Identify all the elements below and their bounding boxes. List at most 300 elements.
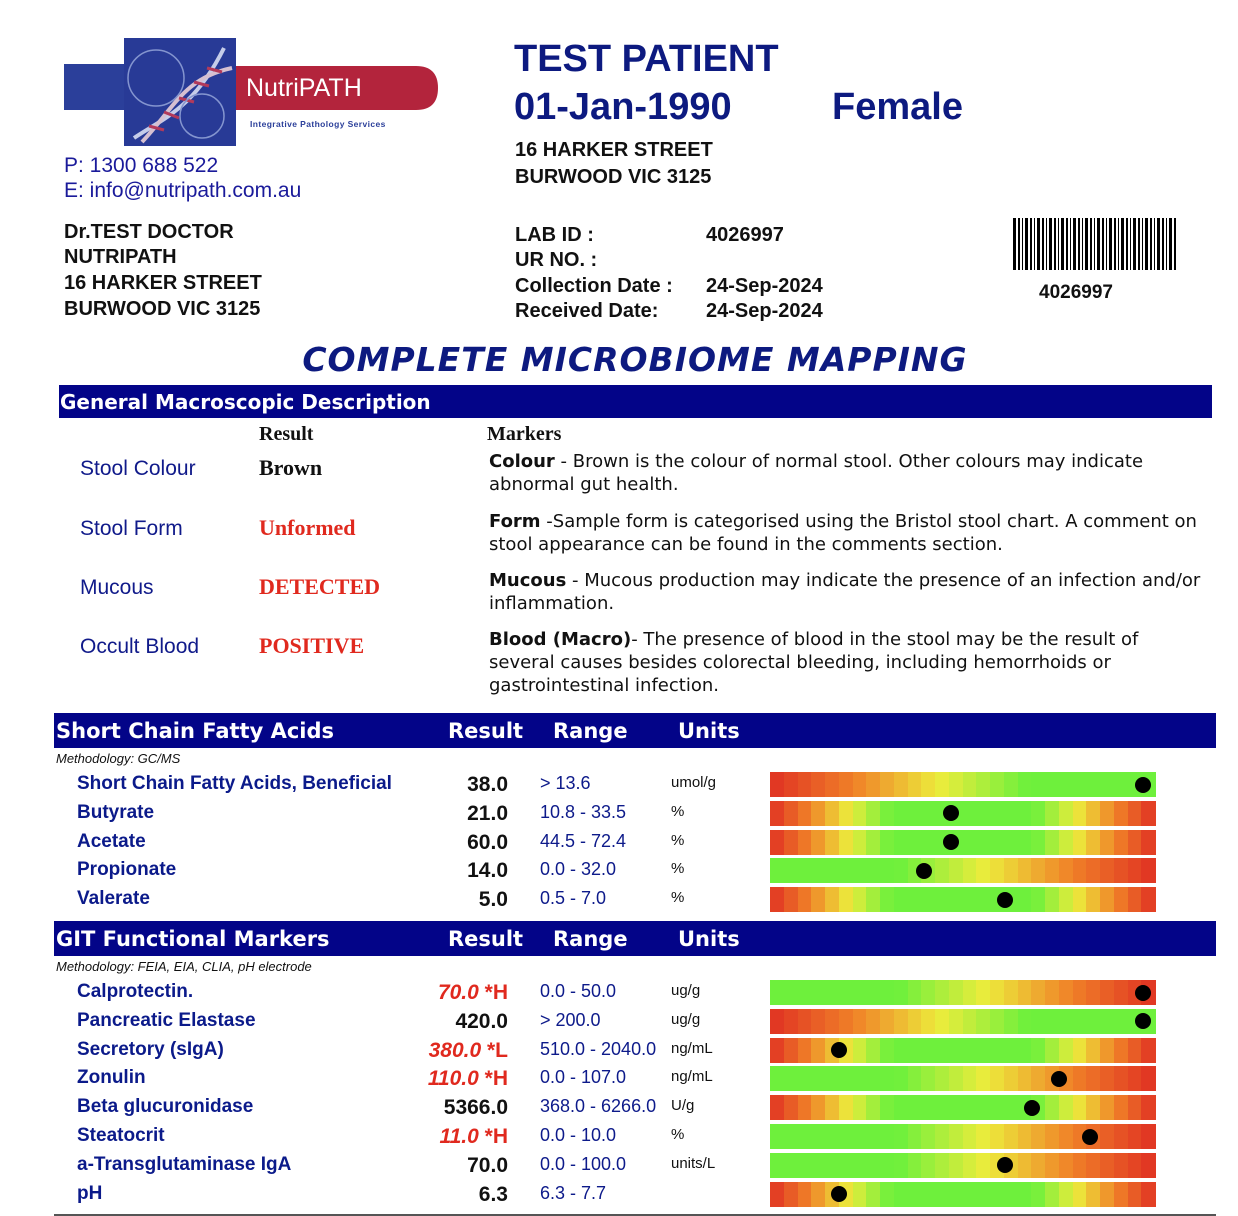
scale-segment: [853, 801, 867, 826]
logo-wordmark: NutriPATH: [246, 74, 362, 102]
result-scale-bar: [770, 1009, 1155, 1034]
git-row-range: 0.0 - 50.0: [540, 981, 617, 1001]
scale-segment: [1004, 1066, 1018, 1091]
git-row-result: [388, 1067, 508, 1091]
git-row-units: %: [671, 1126, 685, 1143]
result-scale-bar: [770, 801, 1155, 826]
scale-segment: [1114, 1153, 1128, 1178]
scale-segment: [935, 1009, 949, 1034]
scale-segment: [990, 772, 1004, 797]
scale-segment: [1086, 858, 1100, 883]
scale-segment: [990, 1038, 1004, 1063]
scale-segment: [908, 1182, 922, 1207]
scfa-row-name: Acetate: [77, 830, 146, 852]
scfa-row-result: [388, 888, 508, 912]
scale-segment: [784, 1038, 798, 1063]
scale-segment: [894, 1038, 908, 1063]
scale-segment: [976, 887, 990, 912]
scale-segment: [949, 887, 963, 912]
scale-segment: [1100, 772, 1114, 797]
scale-segment: [1073, 887, 1087, 912]
scale-segment: [880, 1182, 894, 1207]
scale-segment: [908, 1009, 922, 1034]
git-row-name: pH: [77, 1182, 103, 1204]
result-marker-dot: [997, 892, 1013, 908]
scale-segment: [825, 801, 839, 826]
git-row-result: [388, 1010, 508, 1034]
scale-segment: [894, 1095, 908, 1120]
scale-segment: [1018, 887, 1032, 912]
scale-segment: [811, 830, 825, 855]
scale-segment: [990, 830, 1004, 855]
scale-segment: [1086, 887, 1100, 912]
scfa-row-name: Propionate: [77, 859, 177, 881]
scale-segment: [1004, 1095, 1018, 1120]
result-value: 21.0: [467, 801, 508, 825]
result-value: 70.0: [467, 1153, 508, 1177]
scale-segment: [880, 887, 894, 912]
git-row-units: U/g: [671, 1097, 695, 1115]
scale-segment: [1004, 830, 1018, 855]
scale-segment: [1128, 887, 1142, 912]
scale-segment: [798, 1124, 812, 1149]
scale-segment: [1045, 1009, 1059, 1034]
scfa-result-heading: Result: [448, 718, 524, 743]
scale-segment: [839, 887, 853, 912]
scale-segment: [894, 1124, 908, 1149]
scale-segment: [798, 1066, 812, 1091]
result-value: 14.0: [467, 859, 508, 883]
scale-segment: [949, 1124, 963, 1149]
scale-segment: [1128, 1124, 1142, 1149]
scale-segment: [1128, 1153, 1142, 1178]
scale-segment: [894, 830, 908, 855]
scale-segment: [811, 858, 825, 883]
scale-segment: [1031, 830, 1045, 855]
scale-segment: [1128, 1095, 1142, 1120]
scale-segment: [853, 772, 867, 797]
scale-segment: [908, 801, 922, 826]
scfa-row-name: Valerate: [77, 888, 150, 910]
patient-dob: 01-Jan-1990: [514, 86, 732, 128]
result-scale-bar: [770, 1124, 1155, 1149]
scale-segment: [963, 1009, 977, 1034]
scale-segment: [1141, 1095, 1155, 1120]
scale-segment: [880, 1153, 894, 1178]
scale-segment: [1073, 1182, 1087, 1207]
scale-segment: [921, 1124, 935, 1149]
scale-segment: [963, 1124, 977, 1149]
scfa-row-result: [388, 859, 508, 883]
scale-segment: [1100, 1182, 1114, 1207]
scale-segment: [770, 1066, 784, 1091]
scale-segment: [798, 858, 812, 883]
scale-segment: [1100, 801, 1114, 826]
scale-segment: [894, 1182, 908, 1207]
scale-segment: [921, 980, 935, 1005]
scale-segment: [825, 1095, 839, 1120]
git-row-name: Zonulin: [77, 1067, 146, 1089]
result-value: 110.0: [427, 1067, 479, 1091]
scale-segment: [880, 1095, 894, 1120]
scale-segment: [853, 887, 867, 912]
general-row-result: Brown: [259, 455, 323, 480]
scale-segment: [949, 772, 963, 797]
scale-segment: [811, 980, 825, 1005]
scale-segment: [1018, 1009, 1032, 1034]
scale-segment: [825, 1124, 839, 1149]
scale-segment: [976, 1124, 990, 1149]
scfa-row-units: %: [671, 889, 685, 907]
scale-segment: [1114, 1095, 1128, 1120]
scfa-row-result: [388, 831, 508, 855]
git-row-units: ug/g: [671, 1010, 701, 1028]
scale-segment: [1059, 830, 1073, 855]
scale-segment: [963, 772, 977, 797]
scale-segment: [935, 980, 949, 1005]
scale-segment: [935, 1124, 949, 1149]
result-value: 11.0: [439, 1125, 479, 1148]
scale-segment: [811, 1182, 825, 1207]
scale-segment: [1073, 772, 1087, 797]
result-marker-dot: [997, 1157, 1013, 1173]
scale-segment: [921, 1038, 935, 1063]
git-units-heading: Units: [678, 926, 740, 951]
result-value: 380.0: [428, 1038, 482, 1062]
git-row-units: ng/mL: [671, 1039, 713, 1057]
scale-segment: [921, 1095, 935, 1120]
general-row-label: Stool Colour: [80, 457, 196, 480]
scale-segment: [963, 830, 977, 855]
scale-segment: [880, 801, 894, 826]
scale-segment: [990, 858, 1004, 883]
scale-segment: [963, 1153, 977, 1178]
scale-segment: [811, 1038, 825, 1063]
scale-segment: [1128, 830, 1142, 855]
scale-segment: [1141, 1182, 1155, 1207]
scale-segment: [784, 1066, 798, 1091]
scale-segment: [1045, 830, 1059, 855]
scale-segment: [866, 1182, 880, 1207]
git-row-result: [388, 1039, 508, 1063]
scale-segment: [921, 1066, 935, 1091]
scale-segment: [1045, 858, 1059, 883]
scale-segment: [770, 1124, 784, 1149]
collection-date-value: 24-Sep-2024: [706, 275, 823, 297]
scale-segment: [784, 1153, 798, 1178]
scale-segment: [1031, 887, 1045, 912]
marker-title: Mucous: [489, 570, 567, 591]
result-marker-dot: [916, 863, 932, 879]
marker-text: - The presence of blood in the stool may be the result of several causes besides colorectal bleeding, including hemorrhoids or gastrointestinal infection.: [489, 629, 1139, 696]
scale-segment: [963, 858, 977, 883]
general-row-result: Unformed: [259, 515, 356, 540]
result-scale-bar: [770, 1038, 1155, 1063]
scale-segment: [935, 1066, 949, 1091]
scale-segment: [935, 1153, 949, 1178]
scale-segment: [908, 887, 922, 912]
scale-segment: [976, 772, 990, 797]
scale-segment: [798, 1153, 812, 1178]
scale-segment: [963, 1095, 977, 1120]
scale-segment: [1059, 1009, 1073, 1034]
scale-segment: [894, 858, 908, 883]
result-flag: *H: [484, 1067, 508, 1091]
doctor-practice: NUTRIPATH: [64, 246, 177, 268]
scale-segment: [894, 772, 908, 797]
git-row-name: Steatocrit: [77, 1125, 165, 1146]
scale-segment: [1114, 1182, 1128, 1207]
scale-segment: [1059, 858, 1073, 883]
collection-date-label: Collection Date :: [515, 275, 673, 297]
scale-segment: [1031, 1038, 1045, 1063]
scale-segment: [921, 1153, 935, 1178]
scale-segment: [1045, 980, 1059, 1005]
scale-segment: [1031, 858, 1045, 883]
scale-segment: [839, 772, 853, 797]
scale-segment: [963, 1038, 977, 1063]
scale-segment: [908, 1095, 922, 1120]
git-row-range: 0.0 - 10.0: [540, 1125, 617, 1145]
scale-segment: [853, 1009, 867, 1034]
doctor-name: Dr.TEST DOCTOR: [64, 221, 234, 243]
scfa-methodology: Methodology: GC/MS: [56, 751, 181, 766]
scale-segment: [853, 830, 867, 855]
scale-segment: [811, 1066, 825, 1091]
scale-segment: [935, 772, 949, 797]
scfa-range-heading: Range: [553, 718, 628, 743]
scale-segment: [784, 858, 798, 883]
scale-segment: [784, 1124, 798, 1149]
result-marker-dot: [1024, 1100, 1040, 1116]
git-row-result: [388, 981, 508, 1005]
general-row-marker: [489, 569, 1209, 615]
scale-segment: [784, 1095, 798, 1120]
scale-segment: [949, 1095, 963, 1120]
scale-segment: [1073, 1038, 1087, 1063]
scale-segment: [1100, 1153, 1114, 1178]
scfa-row-units: %: [671, 802, 685, 820]
git-row-name: Beta glucuronidase: [77, 1096, 254, 1118]
git-row-result: [388, 1125, 508, 1149]
scale-segment: [784, 1182, 798, 1207]
scale-segment: [770, 1095, 784, 1120]
scale-segment: [811, 801, 825, 826]
scale-segment: [1141, 1038, 1155, 1063]
result-flag: *H: [484, 1125, 508, 1148]
scale-segment: [935, 858, 949, 883]
scale-segment: [1100, 887, 1114, 912]
scale-segment: [880, 772, 894, 797]
scale-segment: [839, 1066, 853, 1091]
result-marker-dot: [1135, 1013, 1151, 1029]
scale-segment: [1114, 1124, 1128, 1149]
barcode: [1013, 218, 1179, 270]
scale-segment: [935, 1095, 949, 1120]
report-title: COMPLETE MICROBIOME MAPPING: [302, 340, 968, 379]
scale-segment: [1045, 1095, 1059, 1120]
scale-segment: [866, 801, 880, 826]
scale-segment: [1045, 1153, 1059, 1178]
scale-segment: [1128, 1066, 1142, 1091]
git-row-range: > 200.0: [540, 1009, 601, 1030]
scale-segment: [1045, 801, 1059, 826]
scale-segment: [784, 980, 798, 1005]
git-row-units: units/L: [671, 1154, 716, 1172]
scale-segment: [963, 1066, 977, 1091]
scale-segment: [1086, 801, 1100, 826]
scfa-row-name: Butyrate: [77, 801, 155, 823]
scfa-row-result: [388, 802, 508, 826]
scale-segment: [990, 801, 1004, 826]
scale-segment: [894, 980, 908, 1005]
scale-segment: [1004, 1038, 1018, 1063]
scale-segment: [1114, 980, 1128, 1005]
marker-title: Colour: [489, 451, 555, 472]
git-row-result: [388, 1096, 508, 1120]
scale-segment: [1059, 1038, 1073, 1063]
scale-segment: [1031, 1182, 1045, 1207]
scale-segment: [949, 1066, 963, 1091]
scale-segment: [1059, 980, 1073, 1005]
marker-title: Blood (Macro): [489, 629, 632, 650]
scale-segment: [949, 1009, 963, 1034]
general-row-marker: [489, 450, 1209, 496]
git-row-range: 0.0 - 100.0: [540, 1153, 627, 1174]
scale-segment: [880, 1066, 894, 1091]
scale-segment: [853, 1124, 867, 1149]
scale-segment: [1059, 772, 1073, 797]
git-row-range: 510.0 - 2040.0: [540, 1038, 657, 1059]
scale-segment: [1086, 1066, 1100, 1091]
scale-segment: [784, 830, 798, 855]
result-value: 420.0: [455, 1009, 508, 1033]
scale-segment: [866, 772, 880, 797]
scale-segment: [811, 887, 825, 912]
patient-city: BURWOOD VIC 3125: [515, 166, 712, 188]
general-row-marker: [489, 628, 1209, 697]
scale-segment: [839, 1095, 853, 1120]
scale-segment: [908, 1066, 922, 1091]
scale-segment: [825, 887, 839, 912]
result-value: 5.0: [478, 888, 508, 912]
scale-segment: [1031, 1124, 1045, 1149]
scale-segment: [1086, 1095, 1100, 1120]
scale-segment: [825, 830, 839, 855]
scale-segment: [976, 1066, 990, 1091]
scale-segment: [1031, 1153, 1045, 1178]
scale-segment: [1004, 801, 1018, 826]
scale-segment: [866, 887, 880, 912]
scale-segment: [1031, 772, 1045, 797]
scale-segment: [921, 801, 935, 826]
scale-segment: [1059, 1153, 1073, 1178]
git-row-range: 0.0 - 107.0: [540, 1067, 627, 1088]
scale-segment: [1031, 801, 1045, 826]
scale-segment: [853, 980, 867, 1005]
result-scale-bar: [770, 1182, 1155, 1207]
scale-segment: [935, 887, 949, 912]
doctor-street: 16 HARKER STREET: [64, 272, 262, 294]
scfa-row-units: %: [671, 831, 685, 849]
scale-segment: [894, 1153, 908, 1178]
scale-segment: [770, 772, 784, 797]
scale-segment: [798, 772, 812, 797]
scale-segment: [1004, 772, 1018, 797]
result-value: 70.0: [437, 981, 479, 1004]
general-row-label: Mucous: [80, 576, 154, 599]
result-scale-bar: [770, 1153, 1155, 1178]
scale-segment: [825, 1009, 839, 1034]
scfa-row-range: 0.0 - 32.0: [540, 859, 617, 880]
result-marker-dot: [943, 805, 959, 821]
scale-segment: [908, 1124, 922, 1149]
result-scale-bar: [770, 858, 1155, 883]
git-row-name: a-Transglutaminase IgA: [77, 1153, 292, 1175]
patient-sex: Female: [832, 86, 963, 128]
scale-segment: [770, 1153, 784, 1178]
scale-segment: [1045, 1038, 1059, 1063]
scale-segment: [1073, 858, 1087, 883]
git-row-range: 6.3 - 7.7: [540, 1182, 607, 1203]
lab-id-value: 4026997: [706, 224, 784, 246]
general-row-label: Occult Blood: [80, 635, 200, 658]
scale-segment: [798, 1038, 812, 1063]
received-date-value: 24-Sep-2024: [706, 300, 823, 322]
scale-segment: [839, 830, 853, 855]
scale-segment: [963, 801, 977, 826]
scale-segment: [908, 1153, 922, 1178]
scale-segment: [811, 1153, 825, 1178]
general-markers-heading: Markers: [487, 423, 562, 445]
scale-segment: [1086, 980, 1100, 1005]
scale-segment: [1018, 1153, 1032, 1178]
result-marker-dot: [1135, 777, 1151, 793]
scale-segment: [1086, 772, 1100, 797]
scale-segment: [894, 1066, 908, 1091]
scale-segment: [798, 830, 812, 855]
scfa-section-header: [54, 713, 1216, 748]
scale-segment: [1086, 1009, 1100, 1034]
scfa-row-range: 10.8 - 33.5: [540, 801, 627, 822]
scale-segment: [1141, 1153, 1155, 1178]
scale-segment: [866, 1009, 880, 1034]
scale-segment: [1018, 801, 1032, 826]
scale-segment: [866, 1153, 880, 1178]
scale-segment: [1086, 1182, 1100, 1207]
scale-segment: [921, 772, 935, 797]
scfa-row-range: 0.5 - 7.0: [540, 888, 607, 909]
scale-segment: [990, 980, 1004, 1005]
git-row-name: Pancreatic Elastase: [77, 1009, 256, 1031]
scfa-row-range: > 13.6: [540, 773, 591, 793]
scale-segment: [908, 980, 922, 1005]
scale-segment: [976, 1095, 990, 1120]
result-marker-dot: [1135, 985, 1151, 1001]
scale-segment: [1114, 772, 1128, 797]
scale-segment: [853, 1095, 867, 1120]
scale-segment: [894, 1009, 908, 1034]
scfa-row-name: Short Chain Fatty Acids, Beneficial: [77, 773, 392, 794]
git-header-label: GIT Functional Markers: [56, 926, 330, 951]
general-section-header: [59, 385, 1212, 418]
scale-segment: [1073, 1153, 1087, 1178]
scale-segment: [949, 1182, 963, 1207]
scale-segment: [784, 1009, 798, 1034]
scale-segment: [1018, 1182, 1032, 1207]
logo-tagline: Integrative Pathology Services: [250, 119, 386, 129]
scale-segment: [949, 980, 963, 1005]
